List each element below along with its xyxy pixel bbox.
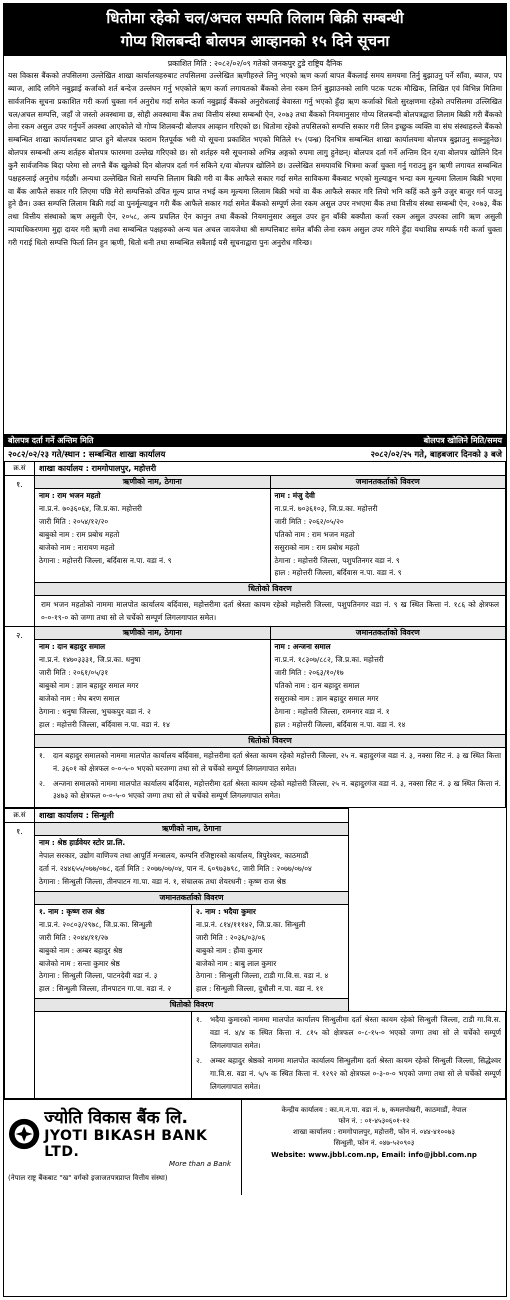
- guarantor-line: बाजेको नाम : सन्ता कुमार श्रेष्ठ: [39, 958, 120, 968]
- borrower-name: नाम : राम भजन महतो: [39, 491, 101, 500]
- guarantor-name: २. नाम : भदैया कुमार: [196, 906, 256, 916]
- guarantor-line: हाल : सिन्धुली जिल्ला, तीनपाटन गा.पा. वडा नं. २: [39, 984, 172, 994]
- case-sn: २.: [5, 627, 35, 808]
- office-name-1: शाखा कार्यालय : रामगोपालपुर, महोत्तरी: [35, 462, 506, 476]
- borrower-details: [35, 489, 271, 583]
- office-name-2: शाखा कार्यालय : सिन्धुली: [35, 809, 349, 823]
- borrower-header: ऋणीको नाम, ठेगाना: [35, 823, 349, 836]
- borrower-line: ना.प्र.नं. १४७०३३३१, जि.प्र.का. धनुषा: [39, 655, 141, 665]
- collateral-details: [192, 1012, 506, 1098]
- guarantor-line: ससुराको नाम : ज्ञान बहादुर समाल मगर: [274, 693, 379, 703]
- borrower-line: ठेगाना : धनुषा जिल्ला, भुचकपुर वडा नं. २: [39, 706, 151, 716]
- bid-bar: [4, 434, 506, 447]
- collateral-item: १. दान बहादुर समालको नाममा मालपोत कार्यालय बर्दिवास, महोत्तरीमा दर्ता श्रेस्ता कायम रहेको महोत्तरी जिल्ला, २५ न. बहादुरगंज वडा नं. ३, नक्सा सिट नं. ३ ख स्थित कित्ता नं. ३६०१ को क्षेत्रफल ०-०-५-० भएको घरजग्गा तथा सो ले चर्चेको सम्पूर्ण लिगलगापात समेत।: [39, 750, 501, 773]
- borrower-line: बाजेको नाम : मेघ बरण समाल: [39, 693, 120, 703]
- guarantor-name: नाम : मंजु देवी: [274, 491, 315, 500]
- guarantor-line: ठेगाना : महोत्तरी जिल्ला, पशुपतिनगर वडा नं. ९: [274, 555, 400, 565]
- bid-deadline-label: बोलपत्र दर्ता गर्ने अन्तिम मिति: [8, 436, 94, 445]
- guarantor-header: जमानतकर्ताको विवरण: [270, 627, 506, 640]
- borrower-line: ठेगाना : महोत्तरी जिल्ला, बर्दिवास न.पा. वडा नं. ९: [39, 555, 172, 565]
- guarantor-line: हाल : महोत्तरी जिल्ला, बर्दिवास न.पा. वडा नं. ९: [274, 568, 402, 578]
- bank-name-english: JYOTI BIKASH BANK LTD.: [44, 1127, 208, 1160]
- guarantor-line: जारी मिति : २०६२/०५/२०: [274, 516, 344, 526]
- guarantor-line: ससुराको नाम : राम प्रबोध महतो: [274, 542, 360, 552]
- guarantor-details: [270, 489, 506, 583]
- firm-line: दर्ता नं. २४४६५५/०७७/०७८, दर्ता मिति : २०७७/०७/०४, पान नं. ६०९७३७९८, जारी मिति : २०७७/०७/०४: [39, 864, 312, 874]
- guarantor-line: ना.प्र.नं. ७०३६१०३, जि.प्र.का. महोत्तरी: [274, 503, 378, 513]
- guarantor-details: [270, 640, 506, 734]
- guarantor-line: जारी मिति : २०४४/११/२७: [39, 932, 109, 942]
- office-table-1: [4, 461, 506, 808]
- borrower-line: बाबुको नाम : राम प्रबोध महतो: [39, 529, 120, 539]
- collateral-details: [35, 747, 506, 808]
- borrower-line: जारी मिति : २०५४/१२/२०: [39, 516, 109, 526]
- firm-line: नेपाल सरकार, उद्योग वाणिज्य तथा आपूर्ति मन्त्रालय, कम्पनि रजिष्ट्रारको कार्यालय, त्रिपुरेश्वर, काठमाडौं: [39, 851, 309, 861]
- guarantor-line: बाजेको नाम : बाबु लाल कुमार: [196, 958, 277, 968]
- borrower-name: नाम : दान बहादुर समाल: [39, 642, 106, 652]
- borrower-header: ऋणीको नाम, ठेगाना: [35, 627, 271, 640]
- guarantor-line: ठेगाना : सिन्धुली जिल्ला, टाडी गा.वि.स. वडा नं. ४: [196, 971, 329, 981]
- bank-name-nepali: ज्योति विकास बैंक लि.: [44, 1107, 188, 1128]
- sn-header: क्र.सं: [5, 809, 35, 823]
- guarantor-name: १. नाम : कृष्ण राज श्रेष्ठ: [39, 906, 105, 916]
- guarantor-line: जारी मिति : २०६३/१०/१७: [274, 668, 344, 678]
- guarantor-line: हाल : सिन्धुली जिल्ला, दुधौली न.पा. वडा नं. ११: [196, 984, 324, 994]
- notice-footer: [4, 1099, 506, 1195]
- firm-details: [35, 836, 349, 892]
- license-note: (नेपाल राष्ट्र बैंकबाट "ख" वर्गको इजाजतपत्रप्राप्त वित्तीय संस्था): [8, 1173, 168, 1182]
- collateral-item: २. अन्जना समालको नाममा मालपोत कार्यालय बर्दिवास, महोत्तरीमा दर्ता श्रेस्ता कायम रहेको महोत्तरी जिल्ला, २५ न. बहादुरगंज वडा नं. ३, नक्सा सिट नं. ३ ख स्थित कित्ता नं. ३४७३ को क्षेत्रफल ०-०-५-० भएको जग्गा तथा सो ले चर्चेको सम्पूर्ण लिगलगापात समेत।: [39, 778, 501, 801]
- collateral-item: २. अम्बर बहादुर श्रेष्ठको नाममा मालपोत कार्यालय सिन्धुलीमा दर्ता श्रेस्ता कायम रहेको सिन्धुली जिल्ला, सिद्धेश्वर गा.वि.स. वडा नं. ५/५ क स्थित कित्ता नं. १२९२ को क्षेत्रफल ०-३-०-० भएको जग्गा तथा सो ले चर्चेको सम्पूर्ण लिगलगापात समेत।: [196, 1056, 501, 1091]
- case-sn: १.: [5, 823, 35, 1098]
- guarantor-details: [192, 904, 349, 998]
- guarantor-line: ठेगाना : सिन्धुली जिल्ला, पाटनदेवी वडा नं. ३: [39, 971, 158, 981]
- bid-deadline-value: २०८२/०२/२३ गते/स्थान : सम्बन्धित शाखा कार्यालय: [8, 449, 166, 459]
- collateral-header: धितोको विवरण: [35, 734, 506, 747]
- bank-addresses: [242, 1100, 506, 1195]
- branch-address: सिन्धुली, फोन नं. ०४७-५२०९०३: [333, 1139, 415, 1148]
- guarantor-line: पतिको नाम : दान बहादुर समाल: [274, 681, 360, 691]
- guarantor-line: बाबुको नाम : हौवा कुमार: [196, 945, 263, 955]
- title-line-1: धितोमा रहेको चल/अचल सम्पति लिलाम बिक्री सम्बन्धी: [106, 9, 404, 27]
- head-office-address: केन्द्रीय कार्यालय : का.म.न.पा. वडा नं. ७, कमलपोखरी, काठमाडौं, नेपाल: [281, 1105, 467, 1114]
- borrower-details: [35, 640, 271, 734]
- guarantor-line: ना.प्र.नं. ८१४/१११४२, जि.प्र.का. सिन्धुली: [196, 919, 306, 929]
- bid-opening-label: बोलपत्र खोलिने मिति/समय: [423, 436, 502, 445]
- guarantor-line: हाल : महोत्तरी जिल्ला, बर्दिवास न.पा. वडा नं. १४: [274, 719, 406, 729]
- branch-address: शाखा कार्यालय : रामगोपालपुर, महोत्तरी, फोन नं. ०४४-४१००७३: [292, 1128, 456, 1137]
- collateral-header: धितोको विवरण: [35, 583, 506, 596]
- guarantor-line: ना.प्र.नं. १८३०७/८८२, जि.प्र.का. महोत्तरी: [274, 655, 384, 665]
- guarantor-line: पतिको नाम : राम भजन महतो: [274, 529, 355, 539]
- guarantor-line: जारी मिति : २०३६/०३/०६: [196, 932, 266, 942]
- collateral-details: राम भजन महतोको नाममा मालपोत कार्यालय बर्दिवास, महोत्तरीमा दर्ता श्रेस्ता कायम रहेको महोत्तरी जिल्ला, पशुपतिनगर वडा नं. ९ ख स्थित कित्ता नं. १८६ को क्षेत्रफल ०-०-१९-० को जग्गा तथा सो ले चर्चेको सम्पूर्ण लिगलगापात समेत।: [35, 596, 506, 627]
- title-line-2: गोप्य शिलबन्दी बोलपत्र आव्हानको १५ दिने सूचना: [120, 32, 390, 50]
- office-table-2: [4, 808, 506, 1098]
- notice-title: [4, 4, 506, 56]
- website-email: Website: www.jbbl.com.np, Email: info@jbbl.com.np: [271, 1150, 477, 1159]
- case-sn: १.: [5, 476, 35, 627]
- borrower-line: हाल : महोत्तरी जिल्ला, बर्दिवास न.पा. वडा नं. १४: [39, 719, 170, 729]
- guarantor-name: नाम : अन्जना समाल: [274, 642, 331, 652]
- publication-date: प्रकाशित मिति : २०८२/०२/०९ गतेको जनकपुर टुडे राष्ट्रिय दैनिक: [167, 59, 343, 68]
- firm-line: ठेगाना : सिन्धुली जिल्ला, तीनपाटन गा.पा. वडा नं. १, संचालक तथा शेयरधनी : कृष्ण राज श्रेष्ठ: [39, 877, 286, 887]
- firm-name: नाम : श्रेष्ठ हार्डवेयर स्टोर प्रा.लि.: [39, 838, 126, 848]
- auction-notice: [3, 3, 507, 1297]
- bank-logo-icon: [8, 1117, 40, 1151]
- guarantor-line: ना.प्र.नं. २०८०३/२९७८, जि.प्र.का. सिन्धुली: [39, 919, 153, 929]
- guarantor-line: बाबुको नाम : अम्बर बहादुर श्रेष्ठ: [39, 945, 123, 955]
- guarantors-header: जमानतकर्ताको विवरण: [35, 891, 349, 904]
- guarantor-line: ठेगाना : महोत्तरी जिल्ला, रामनगर वडा नं. १: [274, 706, 390, 716]
- borrower-line: बाबुको नाम : ज्ञान बहादुर समाल मगर: [39, 681, 139, 691]
- bid-dates: [4, 447, 506, 461]
- head-office-phone: फोन नं. : ०१-४५३०६०१-१२: [338, 1116, 410, 1125]
- borrower-line: ना.प्र.नं. ७०३६०६४, जि.प्र.का. महोत्तरी: [39, 503, 142, 513]
- borrower-line: जारी मिति : २०६१/०५/३१: [39, 668, 109, 678]
- collateral-item: १. भदैया कुमारको नाममा मालपोत कार्यालय सिन्धुलीमा दर्ता श्रेस्ता कायम रहेको सिन्धुली जिल्ला, टाडी गा.वि.स. वडा नं. ४/४ क स्थित कित्ता नं. ८१५ को क्षेत्रफल ०-८-१५-० भएको जग्गा तथा सो ले चर्चेको सम्पूर्ण लिगलगापात समेत।: [196, 1015, 501, 1051]
- bank-brand: [4, 1100, 242, 1195]
- bank-tagline: More than a Bank: [169, 1159, 231, 1168]
- guarantor-header: जमानतकर्ताको विवरण: [270, 476, 506, 489]
- sn-header: क्र.सं: [5, 462, 35, 476]
- guarantor-details: [35, 904, 192, 998]
- borrower-header: ऋणीको नाम, ठेगाना: [35, 476, 271, 489]
- borrower-line: बाजेको नाम : नारायण महतो: [39, 542, 115, 552]
- notice-body: यस विकास बैंकको तपसिलमा उल्लेखित शाखा कार्यालयहरुबाट तपसिलमा उल्लेखित ऋणीहरुले लिनु भएको ऋण कर्जा बापत बैंकलाई समय समयमा तिर्नु बुझाउनु पर्ने साँवा, ब्याज, पप ब्याज, आदि लगिने नबुझाई कर्जाको शर्त बन्देज उल्लंघन गर्नु भएकोले ऋण कर्जा लगायतको बैंकको लेना रकम तिर्न बुझाउनको लागि पटक पटक मौखिक, लिखित एवं विभिन्न मितिमा सार्वजनिक सूचना प्रकाशित गरी कर्जा चुक्ता गर्न अनुरोध गर्दा समेत कर्जा नबुझाई बैंकको अनुरोधलाई बेवास्ता गर्नु भएको हुँदा ऋण कर्जाको धितो सुरक्षणमा रहेको तपसिलमा उल्लिखित चल/अचल सम्पत्ति, जहाँ जे जस्तो अवस्थामा छ, सोही अवस्थामा बैंक तथा वित्तीय संस्था सम्बन्धी ऐन, २०७३ तथा बैंकको नियमानुसार गोप्य शिलबन्दी बोलपत्रद्वारा लिलाम बिक्री गरी बैंकको लेना रकम असुल उपर गर्नुपर्ने अवस्था आएकोले यो गोप्य शिलबन्दी बोलपत्र आव्हान गरिएको छ। धितोमा रहेको तपसिलको सम्पत्ति सकार गरी लिन इच्छुक व्यक्ति वा संघ संस्थाहरुले बैंकको सम्बन्धित शाखा कार्यालयबाट प्राप्त हुने बोलपत्र फाराम रितपूर्वक भरी यो सूचना प्रकाशित भएको मितिले १५ (पन्ध्र) दिनभित्र सम्बन्धित शाखा कार्यालयमा बोलपत्र बुझाउनु सक्नुहुनेछ। बोलपत्र सम्बन्धी अन्य शर्तहरु बोलपत्र फारममा उल्लेख गरिएको छ। सो शर्तहरु यसै सूचनाको अभिन्न अङ्गको रुपमा लागु हुनेछन्। बोलपत्र दर्ता गर्ने अन्तिम दिन र/वा बोलपत्र खोलिने दिन कुनै सार्वजनिक बिदा परेमा सो लगत्तै बैंक खुलेको दिन बोलपत्र दर्ता गर्न सकिने र/वा बोलपत्र खोलिने छ। उल्लेखित समयावधि भित्रमा कर्जा चुक्ता गर्नु गराउनु हुन ऋणी लगायत सम्बन्धित पक्षहरुलाई अनुरोध गर्दछौं। अन्यथा उल्लेखित धितो सम्पत्ति लिलाम बिक्री गरी वा बैंक आफैले सकार गर्दा समेत साविकमा बैंकबाट भएको मुल्याङ्कन भन्दा कम मूल्यमा लिलाम बिक्री भएमा वा बैंक आफैले सकार गरि लिएमा पछि मेरो सम्पत्तिको उचित मूल्य प्राप्त नभई कम मूल्यमा लिलाम बिक्री भयो वा बैंक आफैले सकार गरि लियो भनि कहिं कतै कुनै उजुर बाजुर गर्न पाउनु हुने छैन। उक्त सम्पत्ति लिलाम बिक्री गर्दा वा पुनर्मूल्याङ्कन गरी बैंक आफैले सकार गर्दा समेत बैंकको सम्पूर्ण लेना रकम असुल उपर नभएमा बैंक तथा वित्तीय संस्था सम्बन्धी ऐन, २०७३, बैंक तथा वित्तीय संस्थाको ऋण असुली ऐन, २०५८, अन्य प्रचलित ऐन कानुन तथा बैंकको नियमानुसार असुल उपर हुन बाँकी बक्यौता कर्जा रकम असुल उपरका लागि ऋण असुली न्यायाधिकरणमा मुद्दा दायर गरी ऋणी तथा सम्बन्धित पक्षहरुको अन्य चल अचल जायजेथा श्री सम्पत्तिबाट समेत बाँकी लेना रकम असुल उपर गरिने हुँदा यथाशिघ्र सम्पर्क गरी कर्जा चुक्ता गरी गराई धितो सम्पत्ति फिर्ता लिन हुन ऋणी, धितो धनी तथा सम्बन्धित सबैलाई यसै सूचनाद्वारा पुनः अनुरोध गरिन्छ।: [8, 71, 502, 247]
- bid-opening-value: २०८२/०२/२५ गते, बाहबजार दिनको ३ बजे: [370, 449, 502, 459]
- collateral-header: धितोको विवरण: [35, 999, 349, 1012]
